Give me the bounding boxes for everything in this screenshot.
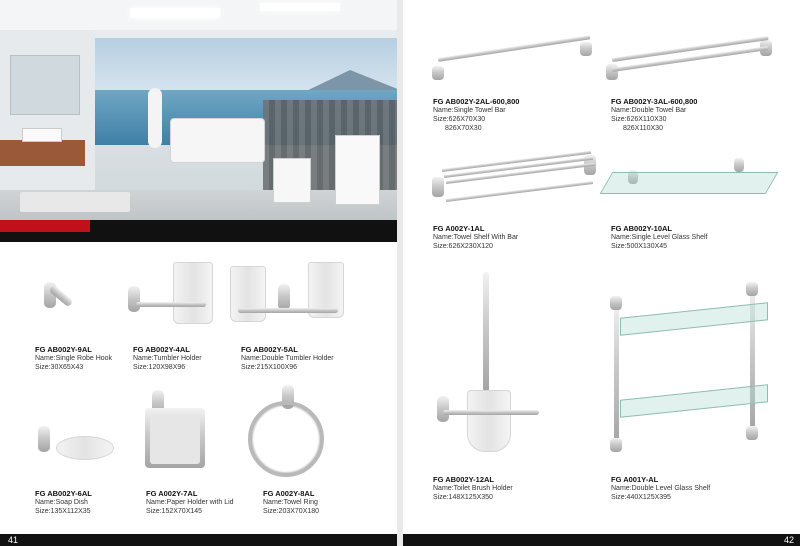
product-name: Name:Paper Holder with Lid bbox=[146, 499, 234, 506]
double-tumbler-caption bbox=[241, 345, 334, 372]
product-size-alt: 826X70X30 bbox=[445, 125, 482, 132]
red-accent-band bbox=[0, 220, 90, 232]
product-size: Size:148X125X350 bbox=[433, 494, 493, 501]
towel-ring-image bbox=[248, 385, 328, 480]
towel-shelf-image bbox=[432, 155, 600, 215]
product-size: Size:30X65X43 bbox=[35, 364, 84, 371]
tumbler-holder-image bbox=[128, 262, 218, 334]
product-code: FG A001Y-AL bbox=[611, 475, 659, 484]
double-glass-shelf-image bbox=[606, 282, 771, 457]
product-size-alt: 826X110X30 bbox=[623, 125, 663, 132]
product-name: Name:Double Level Glass Shelf bbox=[611, 485, 711, 492]
right-page-number: 42 bbox=[784, 535, 795, 545]
product-name: Name:Double Towel Bar bbox=[611, 107, 687, 114]
product-code: FG AB002Y-9AL bbox=[35, 345, 92, 354]
product-code: FG AB002Y-5AL bbox=[241, 345, 298, 354]
product-name: Name:Tumbler Holder bbox=[133, 355, 202, 362]
product-code: FG A002Y-1AL bbox=[433, 224, 485, 233]
product-size: Size:203X70X180 bbox=[263, 508, 320, 515]
toilet-brush-holder-image bbox=[437, 272, 547, 472]
product-name: Name:Single Level Glass Shelf bbox=[611, 234, 708, 241]
product-size: Size:626X230X120 bbox=[433, 243, 493, 250]
product-size: Size:626X70X30 bbox=[433, 116, 486, 123]
soap-dish-caption bbox=[35, 489, 92, 516]
product-size: Size:135X112X35 bbox=[35, 508, 91, 515]
single-towel-bar-image bbox=[432, 42, 597, 84]
product-size: Size:440X125X395 bbox=[611, 494, 671, 501]
black-accent-band bbox=[90, 220, 397, 232]
product-name: Name:Toilet Brush Holder bbox=[433, 485, 513, 492]
product-code: FG AB002Y-6AL bbox=[35, 489, 92, 498]
robe-hook-caption bbox=[35, 345, 112, 372]
product-size: Size:120X98X96 bbox=[133, 364, 186, 371]
paper-holder-image bbox=[140, 390, 220, 470]
product-size: Size:152X70X145 bbox=[146, 508, 203, 515]
product-size: Size:215X100X96 bbox=[241, 364, 298, 371]
page-gutter bbox=[397, 0, 403, 546]
product-name: Name:Single Towel Bar bbox=[433, 107, 506, 114]
product-code: FG AB002Y-4AL bbox=[133, 345, 190, 354]
double-towel-bar-image bbox=[606, 38, 776, 86]
toilet-brush-caption bbox=[433, 475, 513, 502]
product-code: FG AB002Y-12AL bbox=[433, 475, 494, 484]
product-code: FG AB002Y-3AL-600,800 bbox=[611, 97, 698, 106]
product-name: Name:Double Tumbler Holder bbox=[241, 355, 334, 362]
product-size: Size:626X110X30 bbox=[611, 116, 667, 123]
product-code: FG A002Y-7AL bbox=[146, 489, 198, 498]
robe-hook-image bbox=[38, 282, 78, 332]
single-towel-bar-caption bbox=[433, 97, 519, 133]
paper-holder-caption bbox=[146, 489, 234, 516]
single-glass-shelf-caption bbox=[611, 224, 708, 251]
product-name: Name:Single Robe Hook bbox=[35, 355, 113, 362]
product-code: FG AB002Y-10AL bbox=[611, 224, 672, 233]
soap-dish-image bbox=[38, 420, 118, 470]
bathroom-hero-photo bbox=[0, 0, 397, 220]
product-code: FG AB002Y-2AL-600,800 bbox=[433, 97, 520, 106]
double-tumbler-holder-image bbox=[230, 262, 350, 334]
single-glass-shelf-image bbox=[606, 158, 776, 208]
towel-shelf-caption bbox=[433, 224, 518, 251]
double-glass-shelf-caption bbox=[611, 475, 710, 502]
product-code: FG A002Y-8AL bbox=[263, 489, 315, 498]
right-footer-bar bbox=[403, 534, 800, 546]
towel-ring-caption bbox=[263, 489, 319, 516]
tumbler-holder-caption bbox=[133, 345, 202, 372]
product-size: Size:500X130X45 bbox=[611, 243, 668, 250]
product-name: Name:Soap Dish bbox=[35, 499, 88, 506]
black-divider-band bbox=[0, 232, 397, 242]
left-page-number: 41 bbox=[8, 535, 19, 545]
double-towel-bar-caption bbox=[611, 97, 697, 133]
product-name: Name:Towel Ring bbox=[263, 499, 318, 506]
left-footer-bar bbox=[0, 534, 397, 546]
product-name: Name:Towel Shelf With Bar bbox=[433, 234, 519, 241]
